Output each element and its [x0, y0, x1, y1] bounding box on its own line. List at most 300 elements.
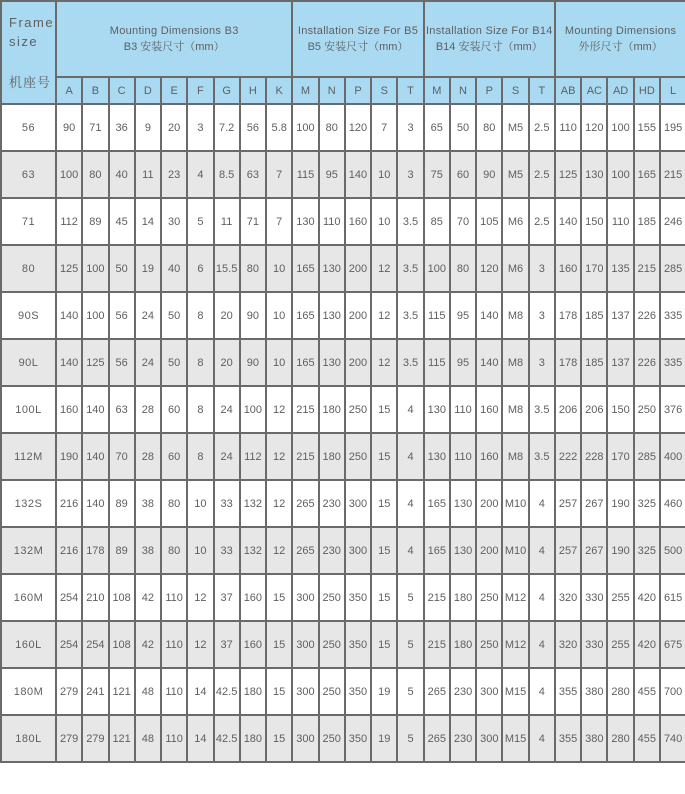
table-cell: 350: [345, 574, 371, 621]
table-body: [1, 104, 685, 762]
table-cell: 155: [634, 104, 660, 151]
table-cell: 40: [161, 245, 187, 292]
table-cell: M12: [502, 621, 528, 668]
table-cell: 250: [634, 386, 660, 433]
table-cell: 80: [319, 104, 345, 151]
table-cell: 210: [82, 574, 108, 621]
table-cell: 130: [450, 480, 476, 527]
table-cell: 70: [450, 198, 476, 245]
table-cell: 132: [240, 480, 266, 527]
table-cell: 9: [135, 104, 161, 151]
frame-size-cell: 100L: [1, 386, 56, 433]
table-cell: 335: [660, 339, 685, 386]
group-header-b14: [424, 1, 555, 77]
table-cell: 165: [424, 480, 450, 527]
table-cell: 7: [266, 151, 292, 198]
subcolumn-header-k-g0: K: [266, 77, 292, 104]
table-cell: 5: [397, 668, 423, 715]
table-cell: 50: [161, 292, 187, 339]
table-cell: 740: [660, 715, 685, 762]
table-cell: 250: [476, 621, 502, 668]
table-cell: 3.5: [529, 386, 555, 433]
table-cell: M5: [502, 104, 528, 151]
table-cell: 5: [397, 715, 423, 762]
table-cell: 130: [292, 198, 318, 245]
table-cell: 190: [607, 480, 633, 527]
table-cell: M8: [502, 339, 528, 386]
subcolumn-header-h-g0: H: [240, 77, 266, 104]
table-cell: 4: [529, 621, 555, 668]
table-cell: 267: [581, 527, 607, 574]
table-cell: 180: [319, 433, 345, 480]
table-cell: 325: [634, 527, 660, 574]
table-cell: 75: [424, 151, 450, 198]
table-cell: 455: [634, 715, 660, 762]
table-cell: 100: [82, 292, 108, 339]
table-cell: 130: [319, 292, 345, 339]
table-cell: 63: [109, 386, 135, 433]
table-cell: 150: [607, 386, 633, 433]
table-cell: 15: [266, 621, 292, 668]
table-cell: 42: [135, 574, 161, 621]
table-cell: 265: [424, 715, 450, 762]
table-cell: 206: [555, 386, 581, 433]
table-cell: 216: [56, 480, 82, 527]
table-cell: 12: [371, 292, 397, 339]
table-cell: 12: [187, 574, 213, 621]
table-cell: 71: [82, 104, 108, 151]
table-cell: 4: [397, 480, 423, 527]
table-cell: 257: [555, 480, 581, 527]
table-cell: 140: [82, 386, 108, 433]
subcolumn-header-t-g2: T: [529, 77, 555, 104]
table-cell: 115: [424, 339, 450, 386]
table-cell: 280: [607, 668, 633, 715]
table-cell: 200: [476, 480, 502, 527]
table-cell: 325: [634, 480, 660, 527]
table-cell: 300: [476, 715, 502, 762]
table-cell: 110: [161, 715, 187, 762]
table-row-71: [1, 198, 685, 245]
table-cell: M15: [502, 715, 528, 762]
table-cell: M8: [502, 292, 528, 339]
table-cell: 115: [424, 292, 450, 339]
table-cell: 200: [476, 527, 502, 574]
subcolumn-header-n-g2: N: [450, 77, 476, 104]
group-header-b14-zh: B14 安装尺寸（mm）: [435, 41, 543, 53]
table-cell: 121: [109, 668, 135, 715]
table-cell: 89: [109, 527, 135, 574]
table-cell: 4: [397, 527, 423, 574]
table-cell: 12: [187, 621, 213, 668]
table-cell: 255: [607, 574, 633, 621]
table-cell: 36: [109, 104, 135, 151]
table-cell: 112: [56, 198, 82, 245]
frame-size-header: [1, 1, 56, 104]
table-cell: 42.5: [214, 668, 240, 715]
table-cell: 420: [634, 621, 660, 668]
subcolumn-header-t-g1: T: [397, 77, 423, 104]
table-cell: 50: [161, 339, 187, 386]
frame-size-cell: 63: [1, 151, 56, 198]
table-row-90l: [1, 339, 685, 386]
table-cell: 165: [292, 292, 318, 339]
table-cell: 285: [660, 245, 685, 292]
table-cell: 350: [345, 668, 371, 715]
table-cell: 95: [450, 339, 476, 386]
table-cell: 615: [660, 574, 685, 621]
table-cell: M12: [502, 574, 528, 621]
subcolumn-header-e-g0: E: [161, 77, 187, 104]
table-cell: 400: [660, 433, 685, 480]
table-cell: 250: [319, 715, 345, 762]
table-cell: 100: [82, 245, 108, 292]
table-cell: 140: [476, 292, 502, 339]
table-row-132s: [1, 480, 685, 527]
frame-size-cell: 80: [1, 245, 56, 292]
table-cell: M15: [502, 668, 528, 715]
table-cell: 100: [607, 151, 633, 198]
table-cell: 20: [214, 292, 240, 339]
table-cell: 335: [660, 292, 685, 339]
table-cell: 42.5: [214, 715, 240, 762]
table-cell: 89: [82, 198, 108, 245]
subcolumn-header-b-g0: B: [82, 77, 108, 104]
table-cell: 3.5: [397, 292, 423, 339]
table-cell: 30: [161, 198, 187, 245]
table-row-132m: [1, 527, 685, 574]
table-cell: 15.5: [214, 245, 240, 292]
table-cell: 185: [581, 339, 607, 386]
table-cell: 10: [371, 198, 397, 245]
table-cell: 110: [555, 104, 581, 151]
table-cell: 165: [292, 339, 318, 386]
group-header-outline-zh: 外形尺寸（mm）: [578, 41, 663, 53]
table-cell: 140: [476, 339, 502, 386]
table-cell: 4: [529, 527, 555, 574]
table-cell: 160: [345, 198, 371, 245]
frame-size-cell: 90L: [1, 339, 56, 386]
table-cell: 255: [607, 621, 633, 668]
table-cell: 135: [607, 245, 633, 292]
subcolumn-header-ab-g3: AB: [555, 77, 581, 104]
table-cell: 14: [187, 668, 213, 715]
table-cell: 130: [424, 433, 450, 480]
table-cell: M10: [502, 527, 528, 574]
table-cell: 5.8: [266, 104, 292, 151]
table-cell: 10: [187, 480, 213, 527]
table-cell: 137: [607, 292, 633, 339]
table-cell: 230: [319, 480, 345, 527]
subcolumn-header-a-g0: A: [56, 77, 82, 104]
table-cell: 42: [135, 621, 161, 668]
table-cell: 11: [135, 151, 161, 198]
table-cell: 250: [319, 668, 345, 715]
table-cell: 246: [660, 198, 685, 245]
table-cell: M5: [502, 151, 528, 198]
header-subcolumn-row: [1, 77, 685, 104]
table-cell: 250: [476, 574, 502, 621]
table-cell: 4: [529, 480, 555, 527]
table-cell: 230: [319, 527, 345, 574]
table-cell: 250: [345, 386, 371, 433]
group-header-outline-en: Mounting Dimensions: [564, 24, 677, 37]
table-cell: 140: [345, 151, 371, 198]
table-cell: 50: [109, 245, 135, 292]
table-cell: 24: [214, 433, 240, 480]
table-row-180l: [1, 715, 685, 762]
subcolumn-header-hd-g3: HD: [634, 77, 660, 104]
table-cell: 110: [450, 433, 476, 480]
table-cell: 60: [161, 433, 187, 480]
table-cell: 160: [476, 433, 502, 480]
frame-size-cell: 180M: [1, 668, 56, 715]
table-cell: 19: [371, 715, 397, 762]
table-cell: 24: [135, 339, 161, 386]
table-cell: 350: [345, 715, 371, 762]
table-cell: 10: [266, 339, 292, 386]
table-row-180m: [1, 668, 685, 715]
table-cell: 12: [266, 386, 292, 433]
table-cell: 10: [187, 527, 213, 574]
table-cell: 330: [581, 574, 607, 621]
table-cell: 14: [187, 715, 213, 762]
table-cell: 125: [555, 151, 581, 198]
table-cell: 8: [187, 386, 213, 433]
table-cell: 65: [424, 104, 450, 151]
subcolumn-header-d-g0: D: [135, 77, 161, 104]
table-cell: 37: [214, 574, 240, 621]
table-cell: 120: [476, 245, 502, 292]
table-cell: 215: [292, 433, 318, 480]
table-cell: 254: [56, 574, 82, 621]
table-cell: 50: [450, 104, 476, 151]
subcolumn-header-s-g1: S: [371, 77, 397, 104]
table-cell: M8: [502, 386, 528, 433]
table-cell: 7: [371, 104, 397, 151]
table-cell: 285: [634, 433, 660, 480]
table-cell: 15: [371, 574, 397, 621]
table-cell: 4: [397, 433, 423, 480]
table-cell: 90: [240, 292, 266, 339]
table-cell: 56: [109, 292, 135, 339]
table-cell: 300: [292, 715, 318, 762]
table-row-160m: [1, 574, 685, 621]
table-cell: 279: [56, 668, 82, 715]
subcolumn-header-p-g2: P: [476, 77, 502, 104]
table-cell: 125: [56, 245, 82, 292]
table-cell: 222: [555, 433, 581, 480]
table-row-112m: [1, 433, 685, 480]
frame-size-label-zh: 机座号: [9, 74, 52, 90]
table-cell: 24: [214, 386, 240, 433]
table-cell: 215: [660, 151, 685, 198]
table-cell: 300: [292, 574, 318, 621]
table-cell: 90: [476, 151, 502, 198]
table-cell: 3.5: [397, 339, 423, 386]
table-cell: 200: [345, 292, 371, 339]
table-cell: 80: [450, 245, 476, 292]
table-row-100l: [1, 386, 685, 433]
group-header-b5: [292, 1, 423, 77]
table-cell: 3: [529, 292, 555, 339]
table-cell: 200: [345, 339, 371, 386]
table-cell: 20: [214, 339, 240, 386]
table-cell: 3.5: [529, 433, 555, 480]
table-cell: 2.5: [529, 104, 555, 151]
table-cell: 130: [450, 527, 476, 574]
table-cell: 206: [581, 386, 607, 433]
table-cell: 4: [187, 151, 213, 198]
table-cell: 190: [607, 527, 633, 574]
table-cell: 130: [319, 245, 345, 292]
table-cell: 265: [292, 480, 318, 527]
table-cell: 125: [82, 339, 108, 386]
frame-size-cell: 56: [1, 104, 56, 151]
table-cell: 160: [240, 574, 266, 621]
table-cell: 90: [240, 339, 266, 386]
table-cell: 6: [187, 245, 213, 292]
table-cell: 160: [476, 386, 502, 433]
table-cell: 110: [161, 574, 187, 621]
subcolumn-header-g-g0: G: [214, 77, 240, 104]
table-cell: 265: [424, 668, 450, 715]
table-cell: 7: [266, 198, 292, 245]
table-cell: 70: [109, 433, 135, 480]
table-cell: 8.5: [214, 151, 240, 198]
group-header-outline: [555, 1, 685, 77]
table-cell: 100: [56, 151, 82, 198]
table-cell: 140: [82, 480, 108, 527]
table-cell: 3: [187, 104, 213, 151]
table-cell: 48: [135, 715, 161, 762]
table-cell: 300: [292, 621, 318, 668]
table-cell: 15: [266, 715, 292, 762]
table-cell: 226: [634, 339, 660, 386]
table-cell: 38: [135, 527, 161, 574]
table-cell: M6: [502, 198, 528, 245]
table-cell: 165: [634, 151, 660, 198]
table-cell: 700: [660, 668, 685, 715]
table-cell: 15: [371, 433, 397, 480]
table-cell: 110: [319, 198, 345, 245]
frame-size-cell: 160L: [1, 621, 56, 668]
table-cell: 45: [109, 198, 135, 245]
table-cell: 226: [634, 292, 660, 339]
table-cell: 165: [292, 245, 318, 292]
table-cell: 254: [56, 621, 82, 668]
table-cell: 80: [161, 527, 187, 574]
table-cell: 254: [82, 621, 108, 668]
table-cell: 5: [397, 621, 423, 668]
table-cell: 15: [266, 574, 292, 621]
table-cell: 180: [240, 668, 266, 715]
table-cell: 3.5: [397, 198, 423, 245]
table-row-90s: [1, 292, 685, 339]
table-cell: 8: [187, 433, 213, 480]
table-cell: 89: [109, 480, 135, 527]
table-cell: 23: [161, 151, 187, 198]
table-row-80: [1, 245, 685, 292]
table-cell: 37: [214, 621, 240, 668]
table-header: [1, 1, 685, 104]
table-cell: 280: [607, 715, 633, 762]
table-cell: 376: [660, 386, 685, 433]
table-cell: 19: [371, 668, 397, 715]
table-cell: 4: [397, 386, 423, 433]
table-cell: 80: [161, 480, 187, 527]
table-cell: 185: [581, 292, 607, 339]
group-header-b3: [56, 1, 292, 77]
table-cell: 180: [450, 621, 476, 668]
table-cell: 115: [292, 151, 318, 198]
table-cell: 19: [135, 245, 161, 292]
frame-size-cell: 90S: [1, 292, 56, 339]
table-cell: 130: [581, 151, 607, 198]
table-cell: 230: [450, 668, 476, 715]
table-cell: 180: [450, 574, 476, 621]
table-cell: 15: [371, 386, 397, 433]
table-cell: M6: [502, 245, 528, 292]
group-header-b3-en: Mounting Dimensions B3: [109, 24, 239, 37]
table-cell: 190: [56, 433, 82, 480]
table-cell: M8: [502, 433, 528, 480]
table-cell: 90: [56, 104, 82, 151]
table-cell: 10: [266, 245, 292, 292]
table-cell: 250: [345, 433, 371, 480]
table-cell: 80: [476, 104, 502, 151]
table-cell: 180: [319, 386, 345, 433]
table-cell: 12: [266, 527, 292, 574]
table-cell: 460: [660, 480, 685, 527]
table-cell: 215: [424, 574, 450, 621]
table-cell: 5: [187, 198, 213, 245]
table-cell: 24: [135, 292, 161, 339]
table-cell: 2.5: [529, 151, 555, 198]
subcolumn-header-p-g1: P: [345, 77, 371, 104]
table-cell: 130: [319, 339, 345, 386]
table-cell: 160: [56, 386, 82, 433]
table-cell: 63: [240, 151, 266, 198]
table-cell: 300: [345, 527, 371, 574]
table-cell: 95: [319, 151, 345, 198]
table-cell: 300: [345, 480, 371, 527]
table-cell: 80: [240, 245, 266, 292]
table-cell: 120: [345, 104, 371, 151]
table-cell: 48: [135, 668, 161, 715]
table-cell: 140: [56, 292, 82, 339]
table-cell: 330: [581, 621, 607, 668]
table-cell: 267: [581, 480, 607, 527]
table-cell: 178: [82, 527, 108, 574]
table-cell: 105: [476, 198, 502, 245]
table-cell: 170: [581, 245, 607, 292]
table-cell: 165: [424, 527, 450, 574]
group-header-b3-zh: B3 安装尺寸（mm）: [123, 41, 225, 53]
table-cell: 33: [214, 527, 240, 574]
table-cell: 40: [109, 151, 135, 198]
table-cell: 15: [266, 668, 292, 715]
table-cell: 110: [607, 198, 633, 245]
table-cell: 12: [371, 245, 397, 292]
table-cell: 3: [529, 339, 555, 386]
table-cell: 3.5: [397, 245, 423, 292]
table-cell: 85: [424, 198, 450, 245]
subcolumn-header-s-g2: S: [502, 77, 528, 104]
table-cell: 279: [56, 715, 82, 762]
table-cell: 56: [240, 104, 266, 151]
table-cell: 257: [555, 527, 581, 574]
